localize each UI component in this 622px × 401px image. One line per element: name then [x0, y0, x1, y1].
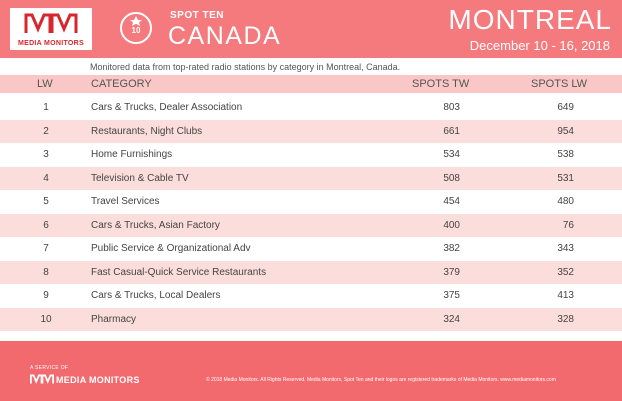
cell-spots-tw: 454 [443, 196, 460, 207]
cell-category: Cars & Trucks, Dealer Association [91, 102, 243, 113]
cell-spots-lw: 328 [557, 313, 574, 325]
cell-category: Pharmacy [91, 313, 137, 325]
cell-lw: 9 [43, 290, 49, 301]
cell-lw: 7 [43, 243, 49, 254]
cell-spots-lw: 538 [557, 149, 574, 160]
star-icon [128, 16, 144, 26]
cell-lw: 1 [43, 102, 49, 113]
cell-lw: 5 [43, 196, 49, 207]
cell-lw: 4 [43, 172, 49, 184]
cell-spots-tw: 508 [443, 172, 460, 184]
mm-waveform-icon [24, 11, 78, 35]
cell-spots-lw: 649 [557, 102, 574, 113]
cell-category: Travel Services [91, 196, 160, 207]
cell-spots-tw: 661 [443, 125, 460, 137]
brand-main: CANADA [168, 22, 282, 50]
cell-spots-tw: 379 [443, 266, 460, 278]
media-monitors-logo [10, 8, 92, 50]
city-title: MONTREAL [448, 4, 612, 35]
cell-lw: 6 [43, 219, 49, 231]
table-row [0, 190, 622, 213]
copyright: © 2018 Media Monitors. All Rights Reserved. Media Monitors, Spot Ten and their logos are registered trademarks of Media Monitors. www.mediamonitors.com [206, 377, 556, 383]
cell-spots-tw: 803 [443, 102, 460, 113]
header [0, 0, 622, 58]
table-row [0, 214, 622, 237]
table-row [0, 143, 622, 166]
cell-spots-tw: 534 [443, 149, 460, 160]
table-row [0, 308, 622, 331]
footer-logo-text: MEDIA MONITORS [56, 375, 140, 385]
cell-category: Cars & Trucks, Asian Factory [91, 219, 220, 231]
cell-spots-lw: 343 [557, 243, 574, 254]
cell-category: Fast Casual-Quick Service Restaurants [91, 266, 267, 278]
cell-spots-lw: 954 [557, 125, 574, 137]
cell-spots-tw: 400 [443, 219, 460, 231]
cell-spots-lw: 352 [557, 266, 574, 278]
cell-spots-tw: 324 [443, 313, 460, 325]
badge-number: 10 [131, 26, 141, 35]
footer [0, 341, 622, 401]
date-range: December 10 - 16, 2018 [469, 38, 610, 53]
header-category: CATEGORY [91, 78, 152, 90]
brand-top: SPOT TEN [170, 10, 225, 21]
spot-ten-badge [120, 12, 152, 44]
cell-spots-lw: 480 [557, 196, 574, 207]
cell-lw: 8 [43, 266, 49, 278]
main-content [0, 58, 622, 341]
table-row [0, 261, 622, 284]
logo-text: MEDIA MONITORS [17, 40, 85, 47]
header-lw: LW [37, 78, 53, 90]
cell-category: Home Furnishings [91, 149, 173, 160]
table-header [0, 75, 622, 93]
table-row [0, 237, 622, 260]
cell-category: Cars & Trucks, Local Dealers [91, 290, 221, 301]
table-row [0, 167, 622, 190]
service-label: A SERVICE OF [30, 365, 69, 371]
cell-lw: 10 [40, 313, 52, 325]
cell-spots-tw: 382 [443, 243, 460, 254]
cell-lw: 2 [43, 125, 49, 137]
cell-spots-lw: 531 [557, 172, 574, 184]
cell-spots-tw: 375 [443, 290, 460, 301]
description: Monitored data from top-rated radio stations by category in Montreal, Canada. [90, 62, 401, 72]
table-row [0, 120, 622, 143]
cell-category: Restaurants, Night Clubs [91, 125, 203, 137]
cell-category: Television & Cable TV [91, 172, 189, 184]
header-spots-tw: SPOTS TW [412, 78, 470, 90]
table-row [0, 96, 622, 119]
cell-spots-lw: 413 [557, 290, 574, 301]
header-spots-lw: SPOTS LW [531, 78, 588, 90]
cell-lw: 3 [43, 149, 49, 160]
cell-category: Public Service & Organizational Adv [91, 243, 251, 254]
table-row [0, 284, 622, 307]
mm-waveform-icon [30, 373, 54, 385]
cell-spots-lw: 76 [562, 219, 574, 231]
